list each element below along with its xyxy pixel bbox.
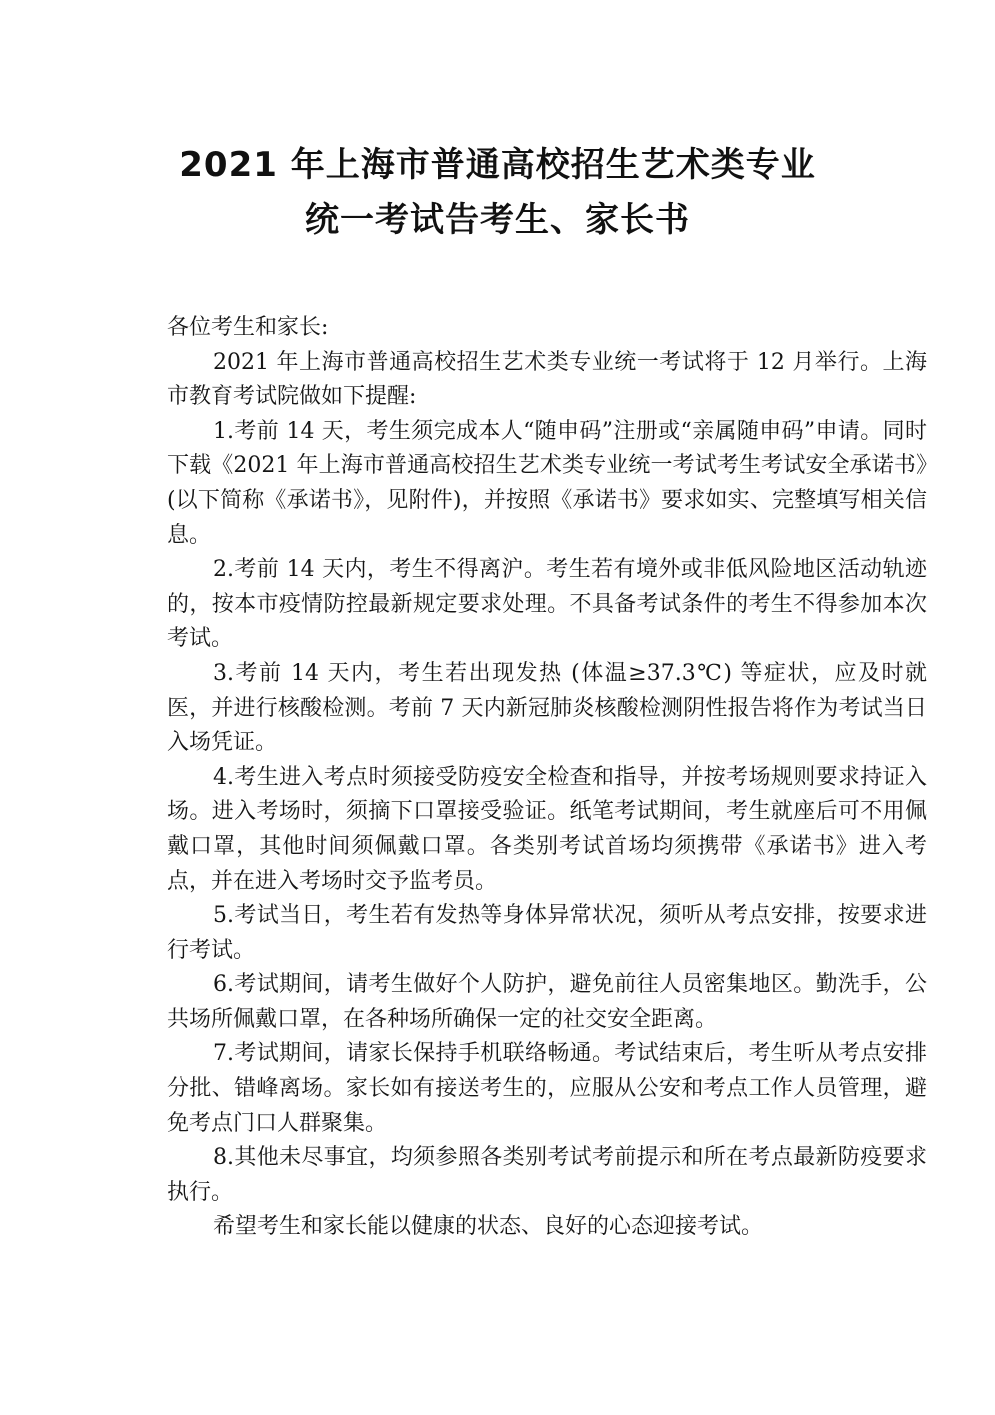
item-7-paragraph: 7.考试期间，请家长保持手机联络畅通。考试结束后，考生听从考点安排分批、错峰离场。家长如有接送考生的，应服从公安和考点工作人员管理，避免考点门口人群聚集。 — [167, 1041, 927, 1136]
item-3-paragraph: 3.考前 14 天内，考生若出现发热 (体温≥37.3℃) 等症状，应及时就医，并进行核酸检测。考前 7 天内新冠肺炎核酸检测阴性报告将作为考试当日入场凭证。 — [167, 660, 927, 756]
item-8-paragraph: 8.其他未尽事宜，均须参照各类别考试考前提示和所在考点最新防疫要求执行。 — [167, 1145, 927, 1205]
document-title — [0, 138, 995, 248]
salutation: 各位考生和家长: — [167, 315, 329, 340]
title-line-2: 统一考试告考生、家长书 — [305, 200, 690, 240]
title-line-1: 2021 年上海市普通高校招生艺术类专业 — [179, 145, 816, 185]
item-4-paragraph: 4.考生进入考点时须接受防疫安全检查和指导，并按考场规则要求持证入场。进入考场时，须摘下口罩接受验证。纸笔考试期间，考生就座后可不用佩戴口罩，其他时间须佩戴口罩。各类别考试首场均须携带《承诺书》进入考点，并在进入考场时交予监考员。 — [167, 764, 927, 894]
document-body — [167, 311, 927, 1245]
item-5-paragraph: 5.考试当日，考生若有发热等身体异常状况，须听从考点安排，按要求进行考试。 — [167, 903, 927, 963]
closing-paragraph: 希望考生和家长能以健康的状态、良好的心态迎接考试。 — [213, 1214, 764, 1240]
item-6-paragraph: 6.考试期间，请考生做好个人防护，避免前往人员密集地区。勤洗手，公共场所佩戴口罩，在各种场所确保一定的社交安全距离。 — [167, 972, 927, 1032]
item-2-paragraph: 2.考前 14 天内，考生不得离沪。考生若有境外或非低风险地区活动轨迹的，按本市疫情防控最新规定要求处理。不具备考试条件的考生不得参加本次考试。 — [167, 557, 927, 652]
intro-paragraph: 2021 年上海市普通高校招生艺术类专业统一考试将于 12 月举行。上海市教育考试院做如下提醒: — [167, 349, 927, 410]
item-1-paragraph: 1.考前 14 天，考生须完成本人“随申码”注册或“亲属随申码”申请。同时下载《2021 年上海市普通高校招生艺术类专业统一考试考生考试安全承诺书》(以下简称《承诺书》，见附件)，并按照《承诺书》要求如实、完整填写相关信息。 — [167, 418, 927, 548]
